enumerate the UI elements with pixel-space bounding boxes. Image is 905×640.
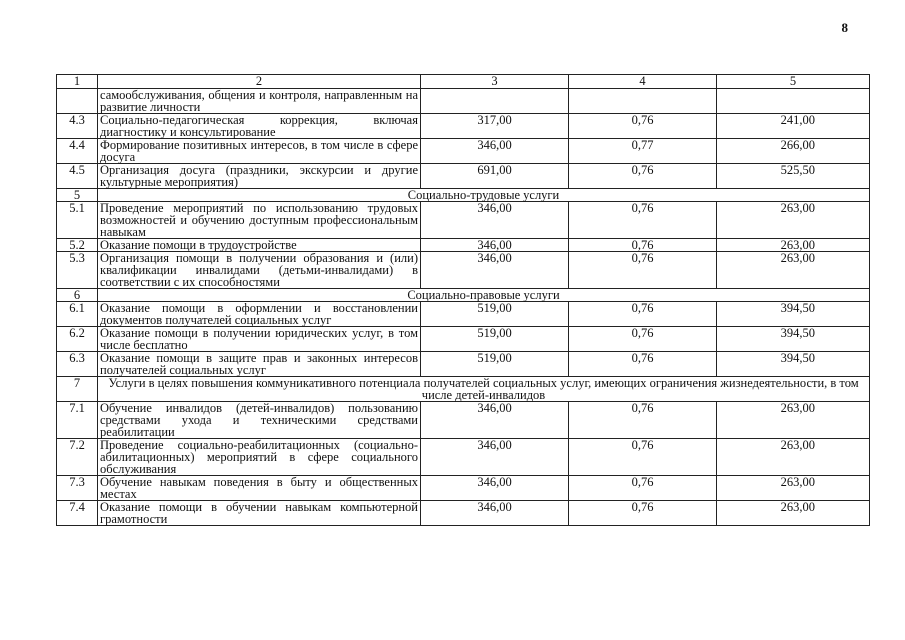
table-row: [57, 252, 870, 289]
item-coefficient: 0,76: [569, 239, 717, 252]
section-title: Услуги в целях повышения коммуникативного потенциала получателей социальных услуг, имеющих ограничения жизнедеятельности, в том числе детей-инвалидов: [98, 377, 870, 402]
item-description: Оказание помощи в обучении навыкам компьютерной грамотности: [98, 501, 421, 526]
table-header-row: [57, 75, 870, 89]
item-price: 346,00: [421, 252, 569, 289]
item-total: [717, 89, 870, 114]
item-description: Оказание помощи в оформлении и восстановлении документов получателей социальных услуг: [98, 302, 421, 327]
section-row: [57, 189, 870, 202]
item-price: 346,00: [421, 439, 569, 476]
item-description: Обучение инвалидов (детей-инвалидов) пользованию средствами ухода и техническими средствами реабилитации: [98, 402, 421, 439]
item-number: 5.2: [57, 239, 98, 252]
item-description: Проведение мероприятий по использованию трудовых возможностей и обучению доступным профессиональным навыкам: [98, 202, 421, 239]
item-number: [57, 89, 98, 114]
item-price: 346,00: [421, 202, 569, 239]
item-price: [421, 89, 569, 114]
table-row: [57, 501, 870, 526]
header-col-4: 4: [569, 75, 717, 89]
item-number: 6.1: [57, 302, 98, 327]
item-price: 346,00: [421, 239, 569, 252]
item-total: 394,50: [717, 302, 870, 327]
item-price: 519,00: [421, 327, 569, 352]
services-price-table: [56, 74, 870, 526]
header-col-2: 2: [98, 75, 421, 89]
table-row: [57, 439, 870, 476]
item-description: Оказание помощи в защите прав и законных интересов получателей социальных услуг: [98, 352, 421, 377]
item-number: 4.3: [57, 114, 98, 139]
table-row: [57, 476, 870, 501]
item-total: 394,50: [717, 352, 870, 377]
table-row: [57, 352, 870, 377]
section-row: [57, 377, 870, 402]
item-number: 6.3: [57, 352, 98, 377]
table-row: [57, 202, 870, 239]
item-description: самообслуживания, общения и контроля, направленным на развитие личности: [98, 89, 421, 114]
item-price: 346,00: [421, 501, 569, 526]
item-description: Обучение навыкам поведения в быту и общественных местах: [98, 476, 421, 501]
table-row: [57, 302, 870, 327]
item-description: Формирование позитивных интересов, в том числе в сфере досуга: [98, 139, 421, 164]
item-coefficient: 0,76: [569, 501, 717, 526]
item-number: 7.3: [57, 476, 98, 501]
item-coefficient: 0,76: [569, 302, 717, 327]
item-coefficient: 0,76: [569, 402, 717, 439]
item-description: Проведение социально-реабилитационных (социально-абилитационных) мероприятий в сфере социального обслуживания: [98, 439, 421, 476]
item-price: 317,00: [421, 114, 569, 139]
section-title: Социально-трудовые услуги: [98, 189, 870, 202]
item-total: 266,00: [717, 139, 870, 164]
item-price: 519,00: [421, 302, 569, 327]
item-number: 7.4: [57, 501, 98, 526]
item-coefficient: 0,76: [569, 476, 717, 501]
item-coefficient: 0,77: [569, 139, 717, 164]
item-number: 6.2: [57, 327, 98, 352]
item-price: 519,00: [421, 352, 569, 377]
item-total: 241,00: [717, 114, 870, 139]
header-col-1: 1: [57, 75, 98, 89]
section-number: 6: [57, 289, 98, 302]
item-number: 5.3: [57, 252, 98, 289]
item-total: 263,00: [717, 501, 870, 526]
item-price: 346,00: [421, 139, 569, 164]
section-number: 5: [57, 189, 98, 202]
section-row: [57, 289, 870, 302]
item-coefficient: 0,76: [569, 439, 717, 476]
table-row: [57, 114, 870, 139]
item-total: 263,00: [717, 239, 870, 252]
item-coefficient: 0,76: [569, 352, 717, 377]
section-number: 7: [57, 377, 98, 402]
item-description: Социально-педагогическая коррекция, включая диагностику и консультирование: [98, 114, 421, 139]
table-row: [57, 327, 870, 352]
item-price: 691,00: [421, 164, 569, 189]
item-description: Оказание помощи в трудоустройстве: [98, 239, 421, 252]
item-description: Организация помощи в получении образования и (или) квалификации инвалидами (детьми-инвалидами) в соответствии с их способностями: [98, 252, 421, 289]
header-col-3: 3: [421, 75, 569, 89]
item-price: 346,00: [421, 402, 569, 439]
item-total: 263,00: [717, 402, 870, 439]
item-description: Оказание помощи в получении юридических услуг, в том числе бесплатно: [98, 327, 421, 352]
item-total: 525,50: [717, 164, 870, 189]
item-total: 394,50: [717, 327, 870, 352]
item-coefficient: [569, 89, 717, 114]
item-coefficient: 0,76: [569, 327, 717, 352]
item-total: 263,00: [717, 439, 870, 476]
item-coefficient: 0,76: [569, 164, 717, 189]
item-price: 346,00: [421, 476, 569, 501]
header-col-5: 5: [717, 75, 870, 89]
page-number: 8: [841, 20, 848, 35]
item-number: 5.1: [57, 202, 98, 239]
item-total: 263,00: [717, 252, 870, 289]
section-title: Социально-правовые услуги: [98, 289, 870, 302]
item-number: 7.2: [57, 439, 98, 476]
table-row: [57, 89, 870, 114]
table-row: [57, 402, 870, 439]
item-total: 263,00: [717, 202, 870, 239]
item-number: 7.1: [57, 402, 98, 439]
table-row: [57, 164, 870, 189]
item-coefficient: 0,76: [569, 202, 717, 239]
table-row: [57, 139, 870, 164]
item-description: Организация досуга (праздники, экскурсии и другие культурные мероприятия): [98, 164, 421, 189]
item-number: 4.5: [57, 164, 98, 189]
table-row: [57, 239, 870, 252]
item-total: 263,00: [717, 476, 870, 501]
item-coefficient: 0,76: [569, 252, 717, 289]
item-coefficient: 0,76: [569, 114, 717, 139]
item-number: 4.4: [57, 139, 98, 164]
